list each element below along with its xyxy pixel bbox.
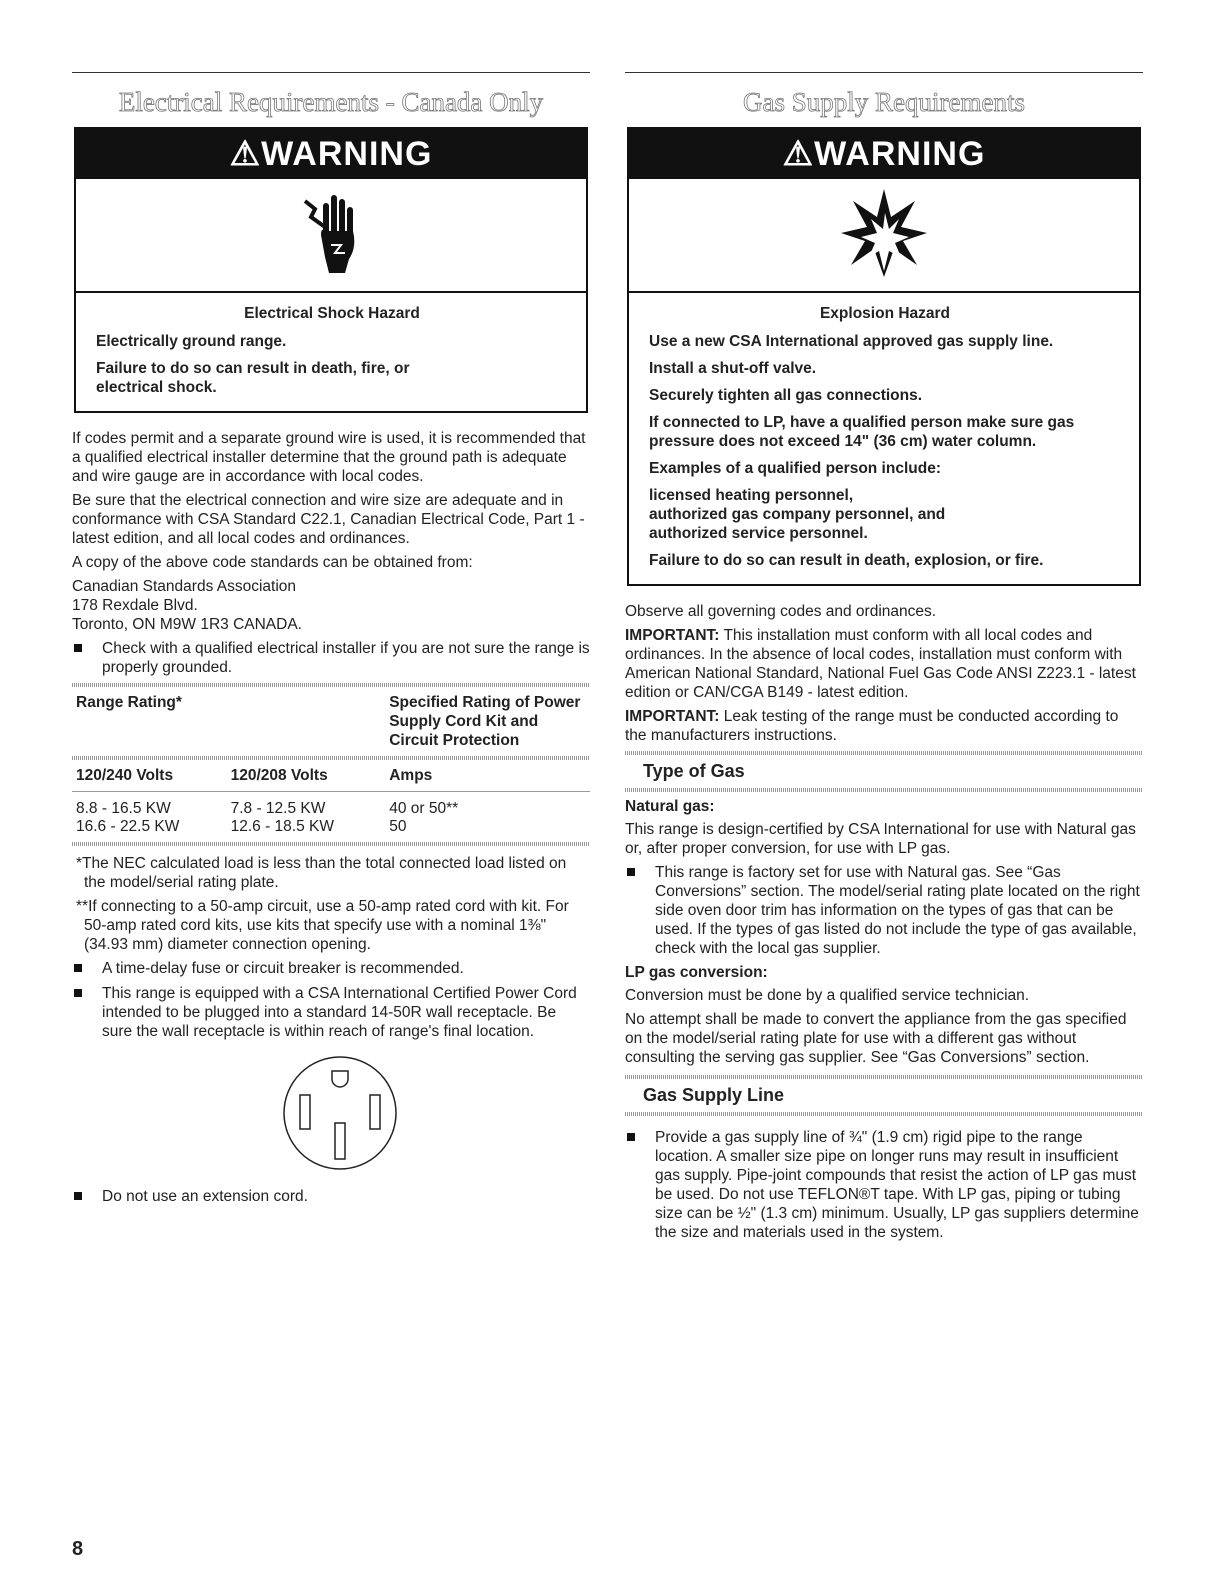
bullet-text: Do not use an extension cord. xyxy=(102,1188,308,1205)
bullet-text: This range is factory set for use with Natural gas. See “Gas Conversions” section. The model/serial rating plate located on the right side oven door trim has information on the types of gas that can be used. If the types of gas listed do not include the type of gas available, check with the local gas supplier. xyxy=(655,864,1140,957)
warning-line: Install a shut-off valve. xyxy=(649,360,817,377)
warning-line: If connected to LP, have a qualified person make sure gas pressure does not exceed 14" (36 cm) water column. xyxy=(649,414,1075,450)
header-120-208: 120/208 Volts xyxy=(230,767,328,784)
hatched-divider xyxy=(625,1075,1143,1079)
page-number: 8 xyxy=(72,1538,84,1560)
paragraph: Conversion must be done by a qualified service technician. xyxy=(625,987,1030,1004)
top-rule xyxy=(72,72,590,73)
warning-line: Securely tighten all gas connections. xyxy=(649,387,923,404)
paragraph: This range is design-certified by CSA International for use with Natural gas or, after proper conversion, for use with LP gas. xyxy=(625,821,1136,857)
address xyxy=(72,577,590,634)
cell: 7.8 - 12.5 KW xyxy=(230,800,326,817)
bullet-text: This range is equipped with a CSA International Certified Power Cord intended to be plugged into a standard 14-50R wall receptacle. Be sure the wall receptacle is within reach of range's final location. xyxy=(102,985,577,1040)
cell: 16.6 - 22.5 KW xyxy=(76,818,180,835)
natural-gas-heading: Natural gas: xyxy=(625,798,715,815)
electrical-requirements-section xyxy=(72,72,590,1212)
footnote: *The NEC calculated load is less than the total connected load listed on the model/serial rating plate. xyxy=(76,855,567,891)
warning-header: ⚠WARNING xyxy=(76,129,586,179)
header-120-240: 120/240 Volts xyxy=(76,767,174,784)
subheading-type-of-gas: Type of Gas xyxy=(643,761,745,781)
table-header-row xyxy=(72,687,590,756)
warning-line: Use a new CSA International approved gas supply line. xyxy=(649,333,1054,350)
important-paragraph xyxy=(625,626,1143,702)
warning-box xyxy=(627,127,1141,586)
hazard-title: Electrical Shock Hazard xyxy=(244,305,420,322)
footnote: **If connecting to a 50-amp circuit, use a 50-amp rated cord with kit. For 50-amp rated cord kits, use kits that specify use with a nominal 1⅜" (34.93 mm) diameter connection opening. xyxy=(76,898,569,953)
rating-table xyxy=(72,687,590,836)
wall-receptacle-icon xyxy=(280,1053,400,1173)
paragraph: Be sure that the electrical connection and wire size are adequate and in conformance with CSA Standard C22.1, Canadian Electrical Code, Part 1 - latest edition, and all local codes and ordinances. xyxy=(72,492,585,547)
warning-icon-area xyxy=(76,179,586,293)
address-line: 178 Rexdale Blvd. xyxy=(72,597,198,614)
bullet-square-icon xyxy=(627,868,635,876)
bullet-square-icon xyxy=(74,989,82,997)
bullet-text: A time-delay fuse or circuit breaker is recommended. xyxy=(102,960,464,977)
warning-line: authorized gas company personnel, and xyxy=(649,506,946,523)
paragraph: A copy of the above code standards can be obtained from: xyxy=(72,554,473,571)
important-text: This installation must conform with all local codes and ordinances. In the absence of local codes, installation must conform with American National Standard, National Fuel Gas Code ANSI Z223.1 - latest edition or CAN/CGA B149 - latest edition. xyxy=(625,627,1136,701)
bullet-item xyxy=(625,863,1143,958)
bullet-text: Check with a qualified electrical installer if you are not sure the range is properly grounded. xyxy=(102,640,590,676)
bullet-square-icon xyxy=(627,1133,635,1141)
explosion-icon xyxy=(839,187,929,279)
hatched-divider xyxy=(72,842,590,846)
hatched-divider xyxy=(625,1112,1143,1116)
important-paragraph xyxy=(625,707,1143,745)
warning-line: Failure to do so can result in death, fire, or electrical shock. xyxy=(96,360,410,396)
section-title: Gas Supply Requirements xyxy=(743,87,1025,117)
cell: 12.6 - 18.5 KW xyxy=(230,818,334,835)
address-line: Canadian Standards Association xyxy=(72,578,297,595)
hatched-divider xyxy=(625,751,1143,755)
warning-body xyxy=(76,293,586,411)
bullet-item xyxy=(72,984,590,1041)
bullet-item xyxy=(72,639,590,677)
warning-line: licensed heating personnel, xyxy=(649,487,854,504)
bullet-item xyxy=(72,959,590,978)
warning-line: Electrically ground range. xyxy=(96,333,287,350)
bullet-item xyxy=(625,1128,1143,1242)
subheading-gas-supply-line: Gas Supply Line xyxy=(643,1085,785,1105)
hatched-divider xyxy=(625,788,1143,792)
hazard-title: Explosion Hazard xyxy=(819,305,951,322)
header-range-rating: Range Rating* xyxy=(76,694,182,711)
warning-line: Examples of a qualified person include: xyxy=(649,460,941,477)
lp-gas-heading: LP gas conversion: xyxy=(625,964,768,981)
cell: 40 or 50** xyxy=(389,800,459,817)
top-rule xyxy=(625,72,1143,73)
bullet-square-icon xyxy=(74,644,82,652)
header-specified-rating: Specified Rating of Power Supply Cord Kit and Circuit Protection xyxy=(389,694,581,749)
cell: 8.8 - 16.5 KW xyxy=(76,800,171,817)
warning-icon-area xyxy=(629,179,1139,293)
bullet-square-icon xyxy=(74,964,82,972)
warning-header: ⚠WARNING xyxy=(629,129,1139,179)
paragraph: Observe all governing codes and ordinances. xyxy=(625,603,937,620)
gas-supply-section xyxy=(625,72,1143,1248)
important-label: IMPORTANT: xyxy=(625,708,720,725)
bullet-square-icon xyxy=(74,1192,82,1200)
address-line: Toronto, ON M9W 1R3 CANADA. xyxy=(72,616,302,633)
cell: 50 xyxy=(389,818,407,835)
bullet-text: Provide a gas supply line of ¾" (1.9 cm) rigid pipe to the range location. A smaller size pipe on longer runs may result in insufficient gas supply. Pipe-joint compounds that resist the action of LP gas must be used. Do not use TEFLON®T tape. With LP gas, piping or tubing size can be ½" (1.3 cm) minimum. Usually, LP gas suppliers determine the size and materials used in the system. xyxy=(655,1129,1139,1241)
important-text: Leak testing of the range must be conducted according to the manufacturers instructions. xyxy=(625,708,1119,744)
warning-body xyxy=(629,293,1139,584)
section-title: Electrical Requirements - Canada Only xyxy=(118,87,544,117)
electric-shock-hand-icon xyxy=(301,187,361,282)
warning-line: authorized service personnel. xyxy=(649,525,868,542)
warning-box xyxy=(74,127,588,413)
paragraph: No attempt shall be made to convert the appliance from the gas specified on the model/serial rating plate for use with a different gas without consulting the serving gas supplier. See “Gas Conversions” section. xyxy=(625,1011,1127,1066)
table-row xyxy=(72,818,590,836)
warning-line: Failure to do so can result in death, explosion, or fire. xyxy=(649,552,1044,569)
table-row xyxy=(72,800,590,818)
paragraph: If codes permit and a separate ground wire is used, it is recommended that a qualified electrical installer determine that the ground path is adequate and wire gauge are in accordance with local codes. xyxy=(72,430,586,485)
important-label: IMPORTANT: xyxy=(625,627,720,644)
header-amps: Amps xyxy=(389,767,433,784)
table-subheader-row xyxy=(72,760,590,792)
bullet-item xyxy=(72,1187,590,1206)
